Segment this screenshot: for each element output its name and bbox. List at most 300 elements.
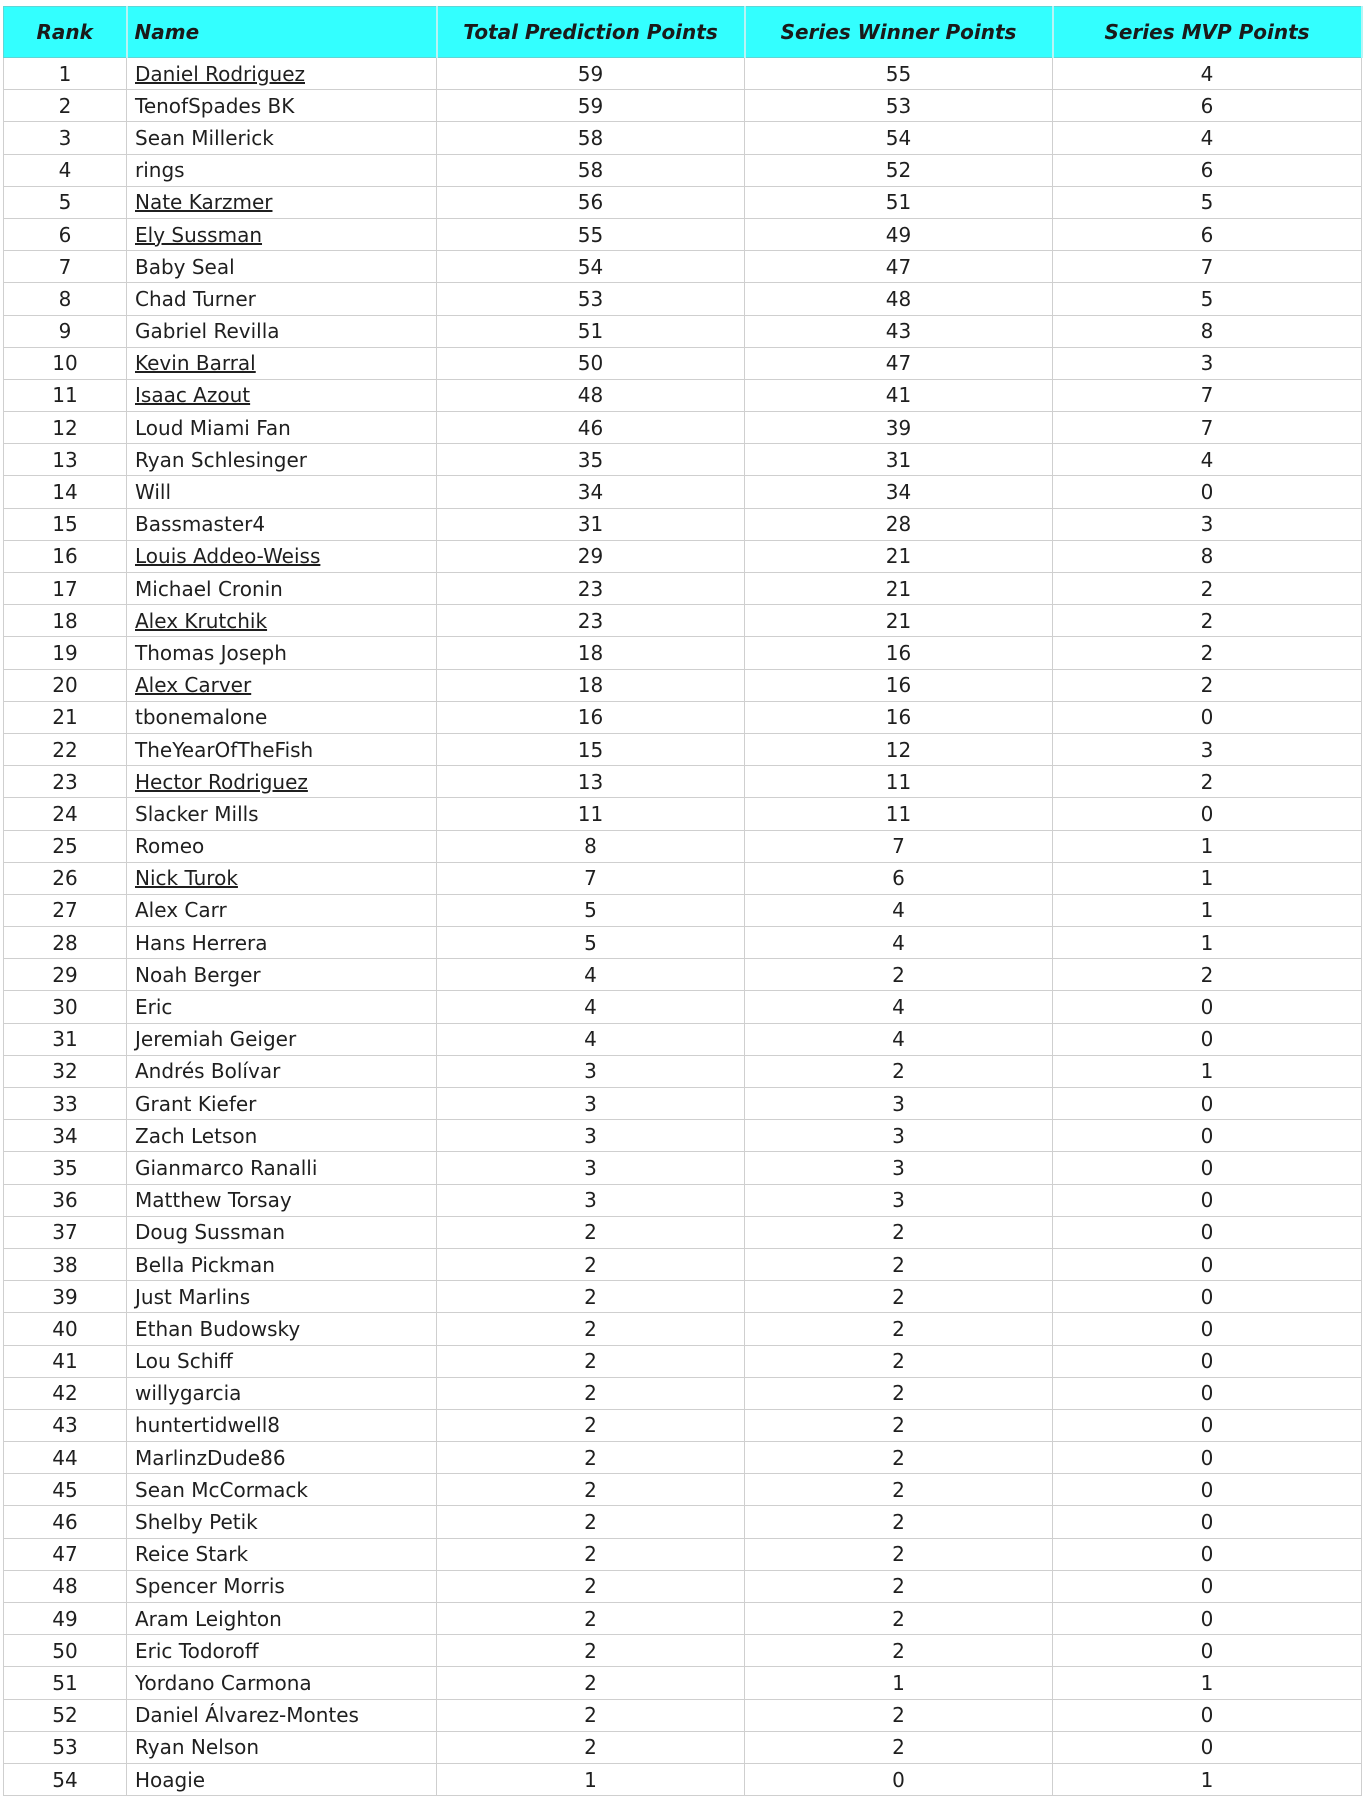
rank-cell: 53	[4, 1731, 127, 1763]
series-mvp-points-cell: 6	[1053, 218, 1362, 250]
series-mvp-points-cell: 1	[1053, 1763, 1362, 1795]
table-row	[4, 1409, 1362, 1441]
table-row	[4, 766, 1362, 798]
series-mvp-points-cell: 0	[1053, 1120, 1362, 1152]
name-cell: Jeremiah Geiger	[127, 1023, 437, 1055]
table-header	[4, 7, 1362, 58]
name-cell: Matthew Torsay	[127, 1184, 437, 1216]
player-name-link[interactable]: Isaac Azout	[135, 383, 251, 408]
series-mvp-points-cell: 2	[1053, 605, 1362, 637]
name-cell: Noah Berger	[127, 959, 437, 991]
rank-cell: 29	[4, 959, 127, 991]
series-winner-points-cell: 11	[745, 798, 1053, 830]
rank-cell: 18	[4, 605, 127, 637]
series-winner-points-cell: 3	[745, 1088, 1053, 1120]
series-mvp-points-cell: 0	[1053, 798, 1362, 830]
total-prediction-points-cell: 3	[437, 1088, 745, 1120]
name-cell: Slacker Mills	[127, 798, 437, 830]
series-winner-points-cell: 2	[745, 1538, 1053, 1570]
total-prediction-points-cell: 2	[437, 1731, 745, 1763]
table-row	[4, 508, 1362, 540]
series-winner-points-cell: 0	[745, 1763, 1053, 1795]
total-prediction-points-cell: 1	[437, 1763, 745, 1795]
series-mvp-points-cell: 0	[1053, 1281, 1362, 1313]
series-mvp-points-cell: 0	[1053, 1377, 1362, 1409]
rank-cell: 50	[4, 1635, 127, 1667]
name-cell: Andrés Bolívar	[127, 1055, 437, 1087]
series-winner-points-cell: 11	[745, 766, 1053, 798]
series-winner-points-cell: 2	[745, 959, 1053, 991]
series-mvp-points-cell: 1	[1053, 862, 1362, 894]
total-prediction-points-cell: 2	[437, 1442, 745, 1474]
player-name-link[interactable]: Kevin Barral	[135, 351, 256, 376]
series-mvp-points-cell: 2	[1053, 573, 1362, 605]
player-name-link[interactable]: Ely Sussman	[135, 222, 263, 247]
series-winner-points-cell: 2	[745, 1731, 1053, 1763]
standings-table	[3, 6, 1363, 1796]
name-cell: Baby Seal	[127, 251, 437, 283]
rank-cell: 13	[4, 444, 127, 476]
total-prediction-points-cell: 4	[437, 1023, 745, 1055]
table-row	[4, 1023, 1362, 1055]
table-row	[4, 669, 1362, 701]
series-winner-points-cell: 2	[745, 1055, 1053, 1087]
series-mvp-points-cell: 0	[1053, 1023, 1362, 1055]
total-prediction-points-cell: 31	[437, 508, 745, 540]
series-winner-points-cell: 6	[745, 862, 1053, 894]
total-prediction-points-cell: 51	[437, 315, 745, 347]
table-row	[4, 1442, 1362, 1474]
series-mvp-points-cell: 2	[1053, 669, 1362, 701]
rank-cell: 40	[4, 1313, 127, 1345]
total-prediction-points-cell: 2	[437, 1474, 745, 1506]
player-name-link[interactable]: Hector Rodriguez	[135, 769, 308, 794]
series-winner-points-cell: 2	[745, 1409, 1053, 1441]
series-mvp-points-cell: 4	[1053, 58, 1362, 90]
total-prediction-points-cell: 2	[437, 1699, 745, 1731]
player-name-link[interactable]: Nick Turok	[135, 866, 238, 891]
series-mvp-points-cell: 4	[1053, 122, 1362, 154]
series-mvp-points-cell: 3	[1053, 733, 1362, 765]
series-mvp-points-cell: 0	[1053, 1248, 1362, 1280]
rank-cell: 49	[4, 1603, 127, 1635]
name-cell: willygarcia	[127, 1377, 437, 1409]
name-cell: Alex Carr	[127, 894, 437, 926]
name-cell: rings	[127, 154, 437, 186]
total-prediction-points-cell: 3	[437, 1184, 745, 1216]
series-mvp-points-cell: 2	[1053, 766, 1362, 798]
name-cell: Zach Letson	[127, 1120, 437, 1152]
table-row	[4, 218, 1362, 250]
series-winner-points-cell: 34	[745, 476, 1053, 508]
total-prediction-points-cell: 2	[437, 1248, 745, 1280]
table-row	[4, 637, 1362, 669]
table-body	[4, 58, 1362, 1796]
table-row	[4, 959, 1362, 991]
name-cell: Bella Pickman	[127, 1248, 437, 1280]
total-prediction-points-cell: 8	[437, 830, 745, 862]
series-mvp-points-cell: 0	[1053, 1313, 1362, 1345]
rank-cell: 51	[4, 1667, 127, 1699]
rank-cell: 46	[4, 1506, 127, 1538]
series-mvp-points-cell: 2	[1053, 959, 1362, 991]
total-prediction-points-cell: 58	[437, 122, 745, 154]
series-mvp-points-cell: 0	[1053, 1088, 1362, 1120]
table-row	[4, 283, 1362, 315]
player-name-link[interactable]: Louis Addeo-Weiss	[135, 544, 321, 569]
name-cell	[127, 379, 437, 411]
total-prediction-points-cell: 58	[437, 154, 745, 186]
rank-cell: 26	[4, 862, 127, 894]
total-prediction-points-cell: 4	[437, 991, 745, 1023]
name-cell	[127, 862, 437, 894]
series-winner-points-cell: 2	[745, 1442, 1053, 1474]
total-prediction-points-cell: 13	[437, 766, 745, 798]
series-mvp-points-cell: 3	[1053, 347, 1362, 379]
name-cell: Spencer Morris	[127, 1570, 437, 1602]
series-winner-points-cell: 31	[745, 444, 1053, 476]
total-prediction-points-cell: 4	[437, 959, 745, 991]
table-row	[4, 733, 1362, 765]
series-winner-points-cell: 51	[745, 186, 1053, 218]
rank-cell: 31	[4, 1023, 127, 1055]
series-winner-points-cell: 2	[745, 1603, 1053, 1635]
total-prediction-points-cell: 18	[437, 637, 745, 669]
name-cell: Ethan Budowsky	[127, 1313, 437, 1345]
series-winner-points-cell: 2	[745, 1635, 1053, 1667]
total-prediction-points-cell: 59	[437, 58, 745, 90]
total-prediction-points-cell: 5	[437, 927, 745, 959]
rank-cell: 23	[4, 766, 127, 798]
table-row	[4, 1088, 1362, 1120]
rank-cell: 3	[4, 122, 127, 154]
total-prediction-points-cell: 3	[437, 1055, 745, 1087]
total-prediction-points-cell: 56	[437, 186, 745, 218]
table-row	[4, 90, 1362, 122]
series-winner-points-cell: 16	[745, 701, 1053, 733]
rank-cell: 37	[4, 1216, 127, 1248]
rank-cell: 35	[4, 1152, 127, 1184]
series-winner-points-cell: 2	[745, 1313, 1053, 1345]
series-winner-points-cell: 2	[745, 1570, 1053, 1602]
name-cell: Reice Stark	[127, 1538, 437, 1570]
series-winner-points-cell: 2	[745, 1506, 1053, 1538]
total-prediction-points-cell: 29	[437, 540, 745, 572]
series-mvp-points-cell: 0	[1053, 1538, 1362, 1570]
series-winner-points-cell: 39	[745, 412, 1053, 444]
rank-cell: 47	[4, 1538, 127, 1570]
rank-cell: 25	[4, 830, 127, 862]
series-winner-points-cell: 2	[745, 1699, 1053, 1731]
series-winner-points-cell: 48	[745, 283, 1053, 315]
rank-cell: 16	[4, 540, 127, 572]
total-prediction-points-cell: 18	[437, 669, 745, 701]
series-mvp-points-cell: 0	[1053, 1731, 1362, 1763]
total-prediction-points-cell: 2	[437, 1603, 745, 1635]
table-row	[4, 1699, 1362, 1731]
total-prediction-points-cell: 46	[437, 412, 745, 444]
series-winner-points-cell: 47	[745, 251, 1053, 283]
table-row	[4, 1538, 1362, 1570]
rank-cell: 8	[4, 283, 127, 315]
name-cell: MarlinzDude86	[127, 1442, 437, 1474]
table-row	[4, 58, 1362, 90]
series-winner-points-cell: 53	[745, 90, 1053, 122]
table-row	[4, 927, 1362, 959]
series-mvp-points-cell: 6	[1053, 154, 1362, 186]
total-prediction-points-cell: 11	[437, 798, 745, 830]
series-mvp-points-cell: 8	[1053, 315, 1362, 347]
name-cell	[127, 766, 437, 798]
series-winner-points-cell: 4	[745, 991, 1053, 1023]
series-winner-points-cell: 54	[745, 122, 1053, 154]
series-winner-points-cell: 55	[745, 58, 1053, 90]
series-winner-points-cell: 3	[745, 1152, 1053, 1184]
name-cell: Gabriel Revilla	[127, 315, 437, 347]
series-winner-points-cell: 7	[745, 830, 1053, 862]
name-cell: Doug Sussman	[127, 1216, 437, 1248]
rank-cell: 4	[4, 154, 127, 186]
name-cell: Loud Miami Fan	[127, 412, 437, 444]
total-prediction-points-cell: 2	[437, 1635, 745, 1667]
rank-cell: 14	[4, 476, 127, 508]
rank-cell: 24	[4, 798, 127, 830]
series-winner-points-cell: 4	[745, 927, 1053, 959]
player-name-link[interactable]: Alex Carver	[135, 673, 252, 698]
table-row	[4, 1055, 1362, 1087]
series-mvp-points-cell: 6	[1053, 90, 1362, 122]
table-row	[4, 1635, 1362, 1667]
table-row	[4, 1506, 1362, 1538]
table-row	[4, 605, 1362, 637]
series-mvp-points-cell: 1	[1053, 894, 1362, 926]
series-winner-points-cell: 49	[745, 218, 1053, 250]
table-row	[4, 701, 1362, 733]
rank-cell: 54	[4, 1763, 127, 1795]
total-prediction-points-cell: 2	[437, 1216, 745, 1248]
name-cell	[127, 605, 437, 637]
series-winner-points-cell: 2	[745, 1216, 1053, 1248]
total-prediction-points-cell: 2	[437, 1538, 745, 1570]
name-cell	[127, 669, 437, 701]
rank-cell: 38	[4, 1248, 127, 1280]
table-row	[4, 540, 1362, 572]
series-winner-points-cell: 4	[745, 894, 1053, 926]
series-mvp-points-cell: 0	[1053, 1442, 1362, 1474]
total-prediction-points-cell: 2	[437, 1570, 745, 1602]
table-row	[4, 1474, 1362, 1506]
rank-cell: 7	[4, 251, 127, 283]
series-mvp-points-cell: 0	[1053, 1216, 1362, 1248]
column-header-total-prediction-points: Total Prediction Points	[437, 7, 745, 58]
table-row	[4, 573, 1362, 605]
rank-cell: 30	[4, 991, 127, 1023]
rank-cell: 11	[4, 379, 127, 411]
total-prediction-points-cell: 48	[437, 379, 745, 411]
series-mvp-points-cell: 1	[1053, 927, 1362, 959]
rank-cell: 41	[4, 1345, 127, 1377]
column-header-rank: Rank	[4, 7, 127, 58]
rank-cell: 45	[4, 1474, 127, 1506]
rank-cell: 27	[4, 894, 127, 926]
series-mvp-points-cell: 0	[1053, 1474, 1362, 1506]
table-row	[4, 991, 1362, 1023]
player-name-link[interactable]: Nate Karzmer	[135, 190, 273, 215]
total-prediction-points-cell: 2	[437, 1313, 745, 1345]
table-row	[4, 830, 1362, 862]
name-cell: Eric	[127, 991, 437, 1023]
table-row	[4, 154, 1362, 186]
total-prediction-points-cell: 2	[437, 1506, 745, 1538]
series-winner-points-cell: 2	[745, 1345, 1053, 1377]
name-cell: Will	[127, 476, 437, 508]
total-prediction-points-cell: 3	[437, 1152, 745, 1184]
series-winner-points-cell: 21	[745, 605, 1053, 637]
name-cell: TheYearOfTheFish	[127, 733, 437, 765]
rank-cell: 10	[4, 347, 127, 379]
name-cell: Sean Millerick	[127, 122, 437, 154]
rank-cell: 17	[4, 573, 127, 605]
total-prediction-points-cell: 55	[437, 218, 745, 250]
rank-cell: 19	[4, 637, 127, 669]
table-row	[4, 894, 1362, 926]
total-prediction-points-cell: 2	[437, 1409, 745, 1441]
series-winner-points-cell: 2	[745, 1248, 1053, 1280]
name-cell: Gianmarco Ranalli	[127, 1152, 437, 1184]
name-cell: Chad Turner	[127, 283, 437, 315]
rank-cell: 39	[4, 1281, 127, 1313]
total-prediction-points-cell: 50	[437, 347, 745, 379]
name-cell: huntertidwell8	[127, 1409, 437, 1441]
series-winner-points-cell: 43	[745, 315, 1053, 347]
series-mvp-points-cell: 0	[1053, 701, 1362, 733]
series-winner-points-cell: 2	[745, 1474, 1053, 1506]
series-mvp-points-cell: 5	[1053, 283, 1362, 315]
rank-cell: 36	[4, 1184, 127, 1216]
rank-cell: 33	[4, 1088, 127, 1120]
table-row	[4, 1281, 1362, 1313]
table-row	[4, 122, 1362, 154]
series-mvp-points-cell: 7	[1053, 251, 1362, 283]
series-winner-points-cell: 4	[745, 1023, 1053, 1055]
name-cell: tbonemalone	[127, 701, 437, 733]
series-mvp-points-cell: 7	[1053, 412, 1362, 444]
table-row	[4, 251, 1362, 283]
series-mvp-points-cell: 0	[1053, 1409, 1362, 1441]
series-winner-points-cell: 21	[745, 540, 1053, 572]
series-winner-points-cell: 52	[745, 154, 1053, 186]
series-mvp-points-cell: 2	[1053, 637, 1362, 669]
rank-cell: 48	[4, 1570, 127, 1602]
series-mvp-points-cell: 5	[1053, 186, 1362, 218]
total-prediction-points-cell: 34	[437, 476, 745, 508]
series-mvp-points-cell: 0	[1053, 1345, 1362, 1377]
table-row	[4, 1763, 1362, 1795]
player-name-link[interactable]: Alex Krutchik	[135, 608, 268, 633]
series-mvp-points-cell: 0	[1053, 1570, 1362, 1602]
series-winner-points-cell: 41	[745, 379, 1053, 411]
series-mvp-points-cell: 0	[1053, 1152, 1362, 1184]
series-winner-points-cell: 12	[745, 733, 1053, 765]
name-cell: Bassmaster4	[127, 508, 437, 540]
total-prediction-points-cell: 59	[437, 90, 745, 122]
name-cell: Yordano Carmona	[127, 1667, 437, 1699]
series-mvp-points-cell: 1	[1053, 1667, 1362, 1699]
rank-cell: 34	[4, 1120, 127, 1152]
table-row	[4, 1345, 1362, 1377]
total-prediction-points-cell: 2	[437, 1345, 745, 1377]
table-row	[4, 1120, 1362, 1152]
series-winner-points-cell: 2	[745, 1377, 1053, 1409]
table-row	[4, 798, 1362, 830]
column-header-name: Name	[127, 7, 437, 58]
total-prediction-points-cell: 15	[437, 733, 745, 765]
series-winner-points-cell: 1	[745, 1667, 1053, 1699]
rank-cell: 42	[4, 1377, 127, 1409]
table-row	[4, 444, 1362, 476]
series-mvp-points-cell: 0	[1053, 476, 1362, 508]
name-cell: Hoagie	[127, 1763, 437, 1795]
name-cell: Shelby Petik	[127, 1506, 437, 1538]
name-cell	[127, 347, 437, 379]
table-row	[4, 412, 1362, 444]
name-cell	[127, 218, 437, 250]
total-prediction-points-cell: 3	[437, 1120, 745, 1152]
rank-cell: 20	[4, 669, 127, 701]
series-winner-points-cell: 3	[745, 1120, 1053, 1152]
name-cell	[127, 186, 437, 218]
table-row	[4, 186, 1362, 218]
table-row	[4, 1313, 1362, 1345]
rank-cell: 32	[4, 1055, 127, 1087]
series-mvp-points-cell: 7	[1053, 379, 1362, 411]
name-cell	[127, 540, 437, 572]
total-prediction-points-cell: 35	[437, 444, 745, 476]
series-mvp-points-cell: 1	[1053, 1055, 1362, 1087]
series-winner-points-cell: 21	[745, 573, 1053, 605]
series-mvp-points-cell: 8	[1053, 540, 1362, 572]
table-row	[4, 476, 1362, 508]
series-mvp-points-cell: 0	[1053, 1506, 1362, 1538]
table-row	[4, 862, 1362, 894]
table-row	[4, 1570, 1362, 1602]
column-header-series-mvp-points: Series MVP Points	[1053, 7, 1362, 58]
series-mvp-points-cell: 3	[1053, 508, 1362, 540]
table-row	[4, 1248, 1362, 1280]
rank-cell: 12	[4, 412, 127, 444]
total-prediction-points-cell: 2	[437, 1377, 745, 1409]
total-prediction-points-cell: 54	[437, 251, 745, 283]
series-mvp-points-cell: 0	[1053, 1184, 1362, 1216]
series-winner-points-cell: 3	[745, 1184, 1053, 1216]
series-mvp-points-cell: 0	[1053, 1635, 1362, 1667]
name-cell: Romeo	[127, 830, 437, 862]
series-winner-points-cell: 28	[745, 508, 1053, 540]
name-cell: Grant Kiefer	[127, 1088, 437, 1120]
name-cell: Ryan Nelson	[127, 1731, 437, 1763]
rank-cell: 44	[4, 1442, 127, 1474]
total-prediction-points-cell: 2	[437, 1281, 745, 1313]
series-mvp-points-cell: 1	[1053, 830, 1362, 862]
table-row	[4, 347, 1362, 379]
name-cell: Michael Cronin	[127, 573, 437, 605]
rank-cell: 9	[4, 315, 127, 347]
series-mvp-points-cell: 0	[1053, 991, 1362, 1023]
rank-cell: 5	[4, 186, 127, 218]
table-row	[4, 1603, 1362, 1635]
name-cell: Daniel Álvarez-Montes	[127, 1699, 437, 1731]
player-name-link[interactable]: Daniel Rodriguez	[135, 61, 305, 86]
